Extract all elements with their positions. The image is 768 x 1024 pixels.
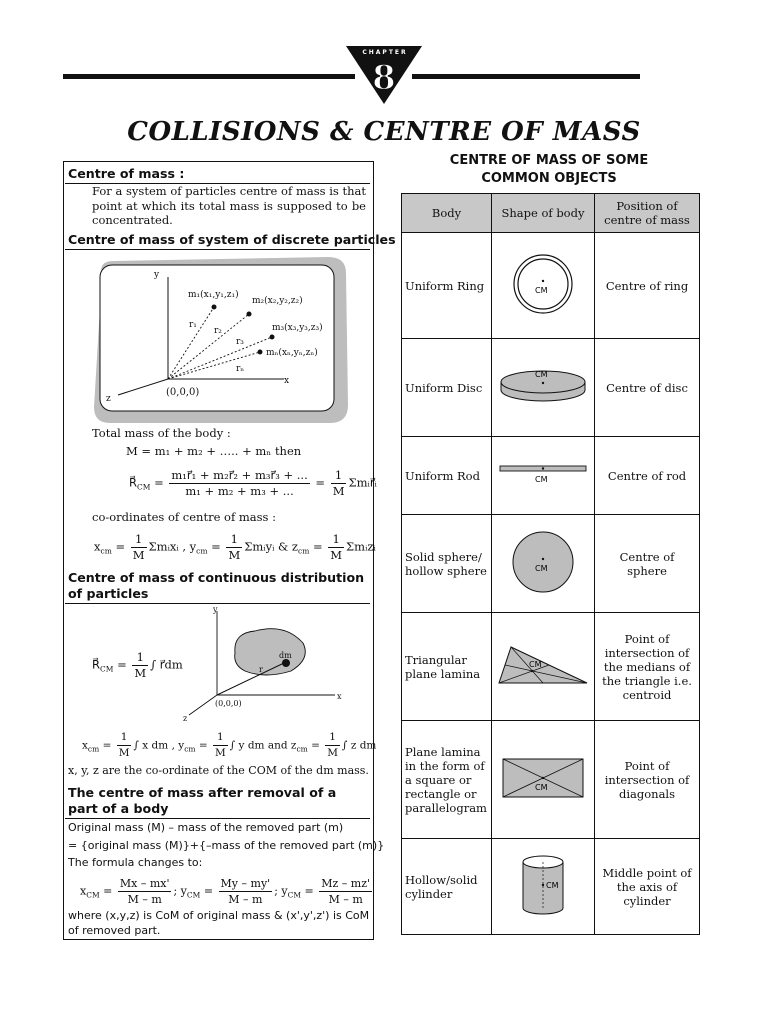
position-cell: Point of intersection of the medians of the triangle i.e. centroid [595,613,700,721]
particle-n: mₙ(xₙ,yₙ,zₙ) [266,348,318,358]
axis-x: x [337,692,342,701]
removal-line-1: Original mass (M) – mass of the removed part (m) [68,821,344,834]
rcm-equation: $R⃗_{CM}$ = $\frac{\text{m₁r⃗₁ + m₂r⃗₂ + m₃r⃗₃ + ...}}{\text{m₁ + m₂ + m₃ + ...}}$ = $\frac{1}{M}$ Σmᵢr⃗ᵢ [129,468,377,498]
table-header-row [402,194,700,233]
rod-shape [498,462,588,486]
vector-r: r [259,665,263,674]
header-body: Body [402,194,492,233]
axis-y: y [154,270,160,280]
rectangle-shape [501,757,585,799]
vector-r1: r₁ [189,320,197,330]
chapter-number: 8 [372,58,396,98]
particle-2: m₂(x₂,y₂,z₂) [252,296,303,306]
continuous-distribution-diagram [175,603,355,723]
svg-text:CM: CM [535,564,548,573]
svg-text:CM: CM [546,881,559,890]
body-cell: Uniform Rod [402,437,492,515]
heading-underline [65,818,370,819]
body-cell: Hollow/solid cylinder [402,839,492,935]
disc-shape [498,366,588,406]
coordinates-integral: $x_{cm}$ = $\frac{1}{M}$ ∫ x dm , $y_{cm}$ = $\frac{1}{M}$ ∫ y dm and $z_{cm}$ = $\frac{1}{M}$ ∫ z dm [82,731,377,759]
rcm-integral: $R⃗_{CM}$ = $\frac{1}{M}$ ∫ r⃗dm [92,650,183,680]
heading-removal: The centre of mass after removal of a part of a body [68,785,337,816]
cylinder-shape [513,852,573,918]
page-title: COLLISIONS & CENTRE OF MASS [127,117,641,147]
origin-label: (0,0,0) [215,699,242,708]
heading-discrete: Centre of mass of system of discrete particles [68,232,396,247]
sphere-shape [508,527,578,597]
body-cell: Plane lamina in the form of a square or rectangle or parallelogram [402,721,492,839]
dm-label: dm [279,651,292,660]
removal-line-2: = {original mass (M)}+{–mass of the removed part (m)} [68,839,385,852]
continuous-note: x, y, z are the co-ordinate of the COM of the dm mass. [68,764,369,777]
heading-underline [65,249,370,250]
right-heading-1: CENTRE OF MASS OF SOME [449,153,649,168]
common-objects-table [401,193,700,935]
table-row [402,613,700,721]
particle-3: m₃(x₃,y₃,z₃) [272,323,323,333]
vector-rn: rₙ [236,364,245,374]
heading-continuous: Centre of mass of continuous distribution of particles [68,570,365,601]
table-row [402,437,700,515]
axis-x: x [284,376,290,386]
removal-formula: $x_{CM}$ = $\frac{Mx - mx'}{M - m}$ ; $y_{CM}$ = $\frac{My - my'}{M - m}$ ; $y_{CM}$ = $\frac{Mz - mz'}{M - m}$ [80,877,371,906]
origin-label: (0,0,0) [166,387,200,398]
position-cell: Middle point of the axis of cylinder [595,839,700,935]
header-shape: Shape of body [492,194,595,233]
position-cell: Centre of disc [595,339,700,437]
svg-text:CM: CM [529,660,542,669]
body-cell: Uniform Disc [402,339,492,437]
right-heading-2: COMMON OBJECTS [481,171,617,186]
heading-centre-of-mass: Centre of mass : [68,166,185,181]
discrete-particles-diagram [88,255,350,425]
coordinates-label: co-ordinates of centre of mass : [92,510,276,524]
body-cell: Uniform Ring [402,233,492,339]
table-row [402,515,700,613]
svg-text:CM: CM [535,475,548,484]
table-row [402,339,700,437]
removal-line-3: The formula changes to: [68,856,203,869]
table-row [402,839,700,935]
chapter-word: CHAPTER [362,49,408,56]
removal-line-4: where (x,y,z) is CoM of original mass & (x',y',z') is CoM of removed part. [68,909,370,937]
table-row [402,721,700,839]
total-mass-label: Total mass of the body : [92,426,231,440]
axis-y: y [213,605,218,614]
svg-text:CM: CM [535,286,548,295]
position-cell: Point of intersection of diagonals [595,721,700,839]
position-cell: Centre of sphere [595,515,700,613]
position-cell: Centre of rod [595,437,700,515]
vector-r3: r₃ [236,337,244,347]
ring-shape [508,249,578,319]
svg-text:CM: CM [535,370,548,379]
body-cell: Solid sphere/ hollow sphere [402,515,492,613]
vector-r2: r₂ [214,326,222,336]
total-mass-eq: M = m₁ + m₂ + ….. + mₙ then [126,444,302,458]
header-position: Position of centre of mass [595,194,700,233]
header-rule-right [412,74,640,79]
table-row [402,233,700,339]
header-rule-left [63,74,355,79]
axis-z: z [106,394,111,404]
com-definition: For a system of particles centre of mass is that point at which its total mass is supposed to be concentrated. [92,184,366,227]
coordinates-eq: $x_{cm}$ = $\frac{1}{M}$ Σmᵢxᵢ , $y_{cm}$ = $\frac{1}{M}$ Σmᵢyᵢ & $z_{cm}$ = $\frac{1}{M}$ Σmᵢzᵢ [94,532,376,562]
body-cell: Triangular plane lamina [402,613,492,721]
triangle-shape [497,643,589,687]
axis-z: z [183,714,188,723]
position-cell: Centre of ring [595,233,700,339]
particle-1: m₁(x₁,y₁,z₁) [188,290,239,300]
svg-text:CM: CM [535,783,548,792]
